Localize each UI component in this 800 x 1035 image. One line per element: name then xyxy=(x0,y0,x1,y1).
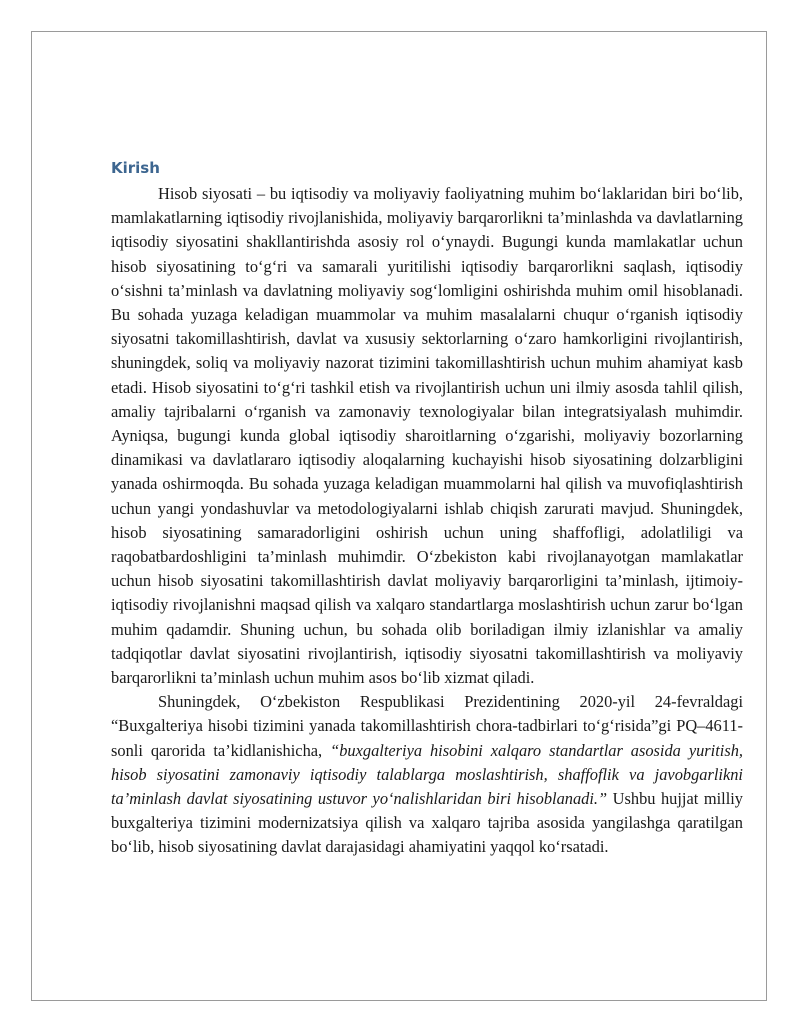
section-heading: Kirish xyxy=(111,159,160,177)
page-content xyxy=(111,156,743,860)
document-page xyxy=(31,31,767,1001)
paragraph-2 xyxy=(111,690,743,859)
paragraph-2-outro: Ushbu hujjat milliy buxgalteriya tizimini modernizatsiya qilish va xalqaro tajriba asosida yangilashga qaratilgan bo‘lib, hisob siyosatining davlat darajasidagi ahamiyatini yaqqol ko‘rsatadi. xyxy=(111,789,743,857)
paragraph-2-intro: Shuningdek, O‘zbekiston Respublikasi Prezidentining 2020-yil 24-fevraldagi “Buxgalteriya hisobi tizimini yanada takomillashtirish chora-tadbirlari to‘g‘risida”gi PQ–4611-sonli qarorida ta’kidlanishicha, xyxy=(111,692,743,760)
paragraph-1: Hisob siyosati – bu iqtisodiy va moliyaviy faoliyatning muhim bo‘laklaridan biri bo‘lib, mamlakatlarning iqtisodiy rivojlanishida, moliyaviy barqarorlikni ta’minlashda va davlatlarning iqtisodiy siyosatini shakllantirishda asosiy rol o‘ynaydi. Bugungi kunda mamlakatlar uchun hisob siyosatining to‘g‘ri va samarali yuritilishi iqtisodiy barqarorlikni saqlash, iqtisodiy o‘sishni ta’minlash va davlatning moliyaviy sog‘lomligini oshirishda muhim omil hisoblanadi. Bu sohada yuzaga keladigan muammolar va muhim masalalarni chuqur o‘rganish iqtisodiy siyosatni takomillashtirish, davlat va xususiy sektorlarning o‘zaro hamkorligini rivojlantirish, shuningdek, soliq va moliyaviy nazorat tizimini takomillashtirish uchun muhim ahamiyat kasb etadi. Hisob siyosatini to‘g‘ri tashkil etish va rivojlantirish uchun uni ilmiy asosda tahlil qilish, amaliy tajribalarni o‘rganish va zamonaviy texnologiyalar bilan integratsiyalash muhimdir. Ayniqsa, bugungi kunda global iqtisodiy sharoitlarning o‘zgarishi, moliyaviy bozorlarning dinamikasi va davlatlararo iqtisodiy aloqalarning kuchayishi hisob siyosatining dolzarbligini yanada oshirmoqda. Bu sohada yuzaga keladigan muammolarni hal qilish va muvofiqlashtirish uchun yangi yondashuvlar va metodologiyalarni ishlab chiqish zarurati mavjud. Shuningdek, hisob siyosatining samaradorligini oshirish uchun uning shaffofligi, adolatliligi va raqobatbardoshligini ta’minlash muhimdir. O‘zbekiston kabi rivojlanayotgan mamlakatlar uchun hisob siyosatini takomillashtirish davlat moliyaviy barqarorligini ta’minlash, ijtimoiy-iqtisodiy rivojlanishni maqsad qilish va xalqaro standartlarga moslashtirish uchun zarur bo‘lgan muhim qadamdir. Shuning uchun, bu sohada olib boriladigan ilmiy izlanishlar va amaliy tadqiqotlar davlat siyosatini rivojlantirish, iqtisodiy siyosatni takomillashtirish va moliyaviy barqarorlikni ta’minlash uchun muhim asos bo‘lib xizmat qiladi. xyxy=(111,184,743,688)
paragraph-2-quote: “buxgalteriya hisobini xalqaro standartlar asosida yuritish, hisob siyosatini zamonaviy iqtisodiy talablarga moslashtirish, shaffoflik va javobgarlikni ta’minlash davlat siyosatining ustuvor yo‘nalishlaridan biri hisoblanadi.” xyxy=(111,740,743,809)
